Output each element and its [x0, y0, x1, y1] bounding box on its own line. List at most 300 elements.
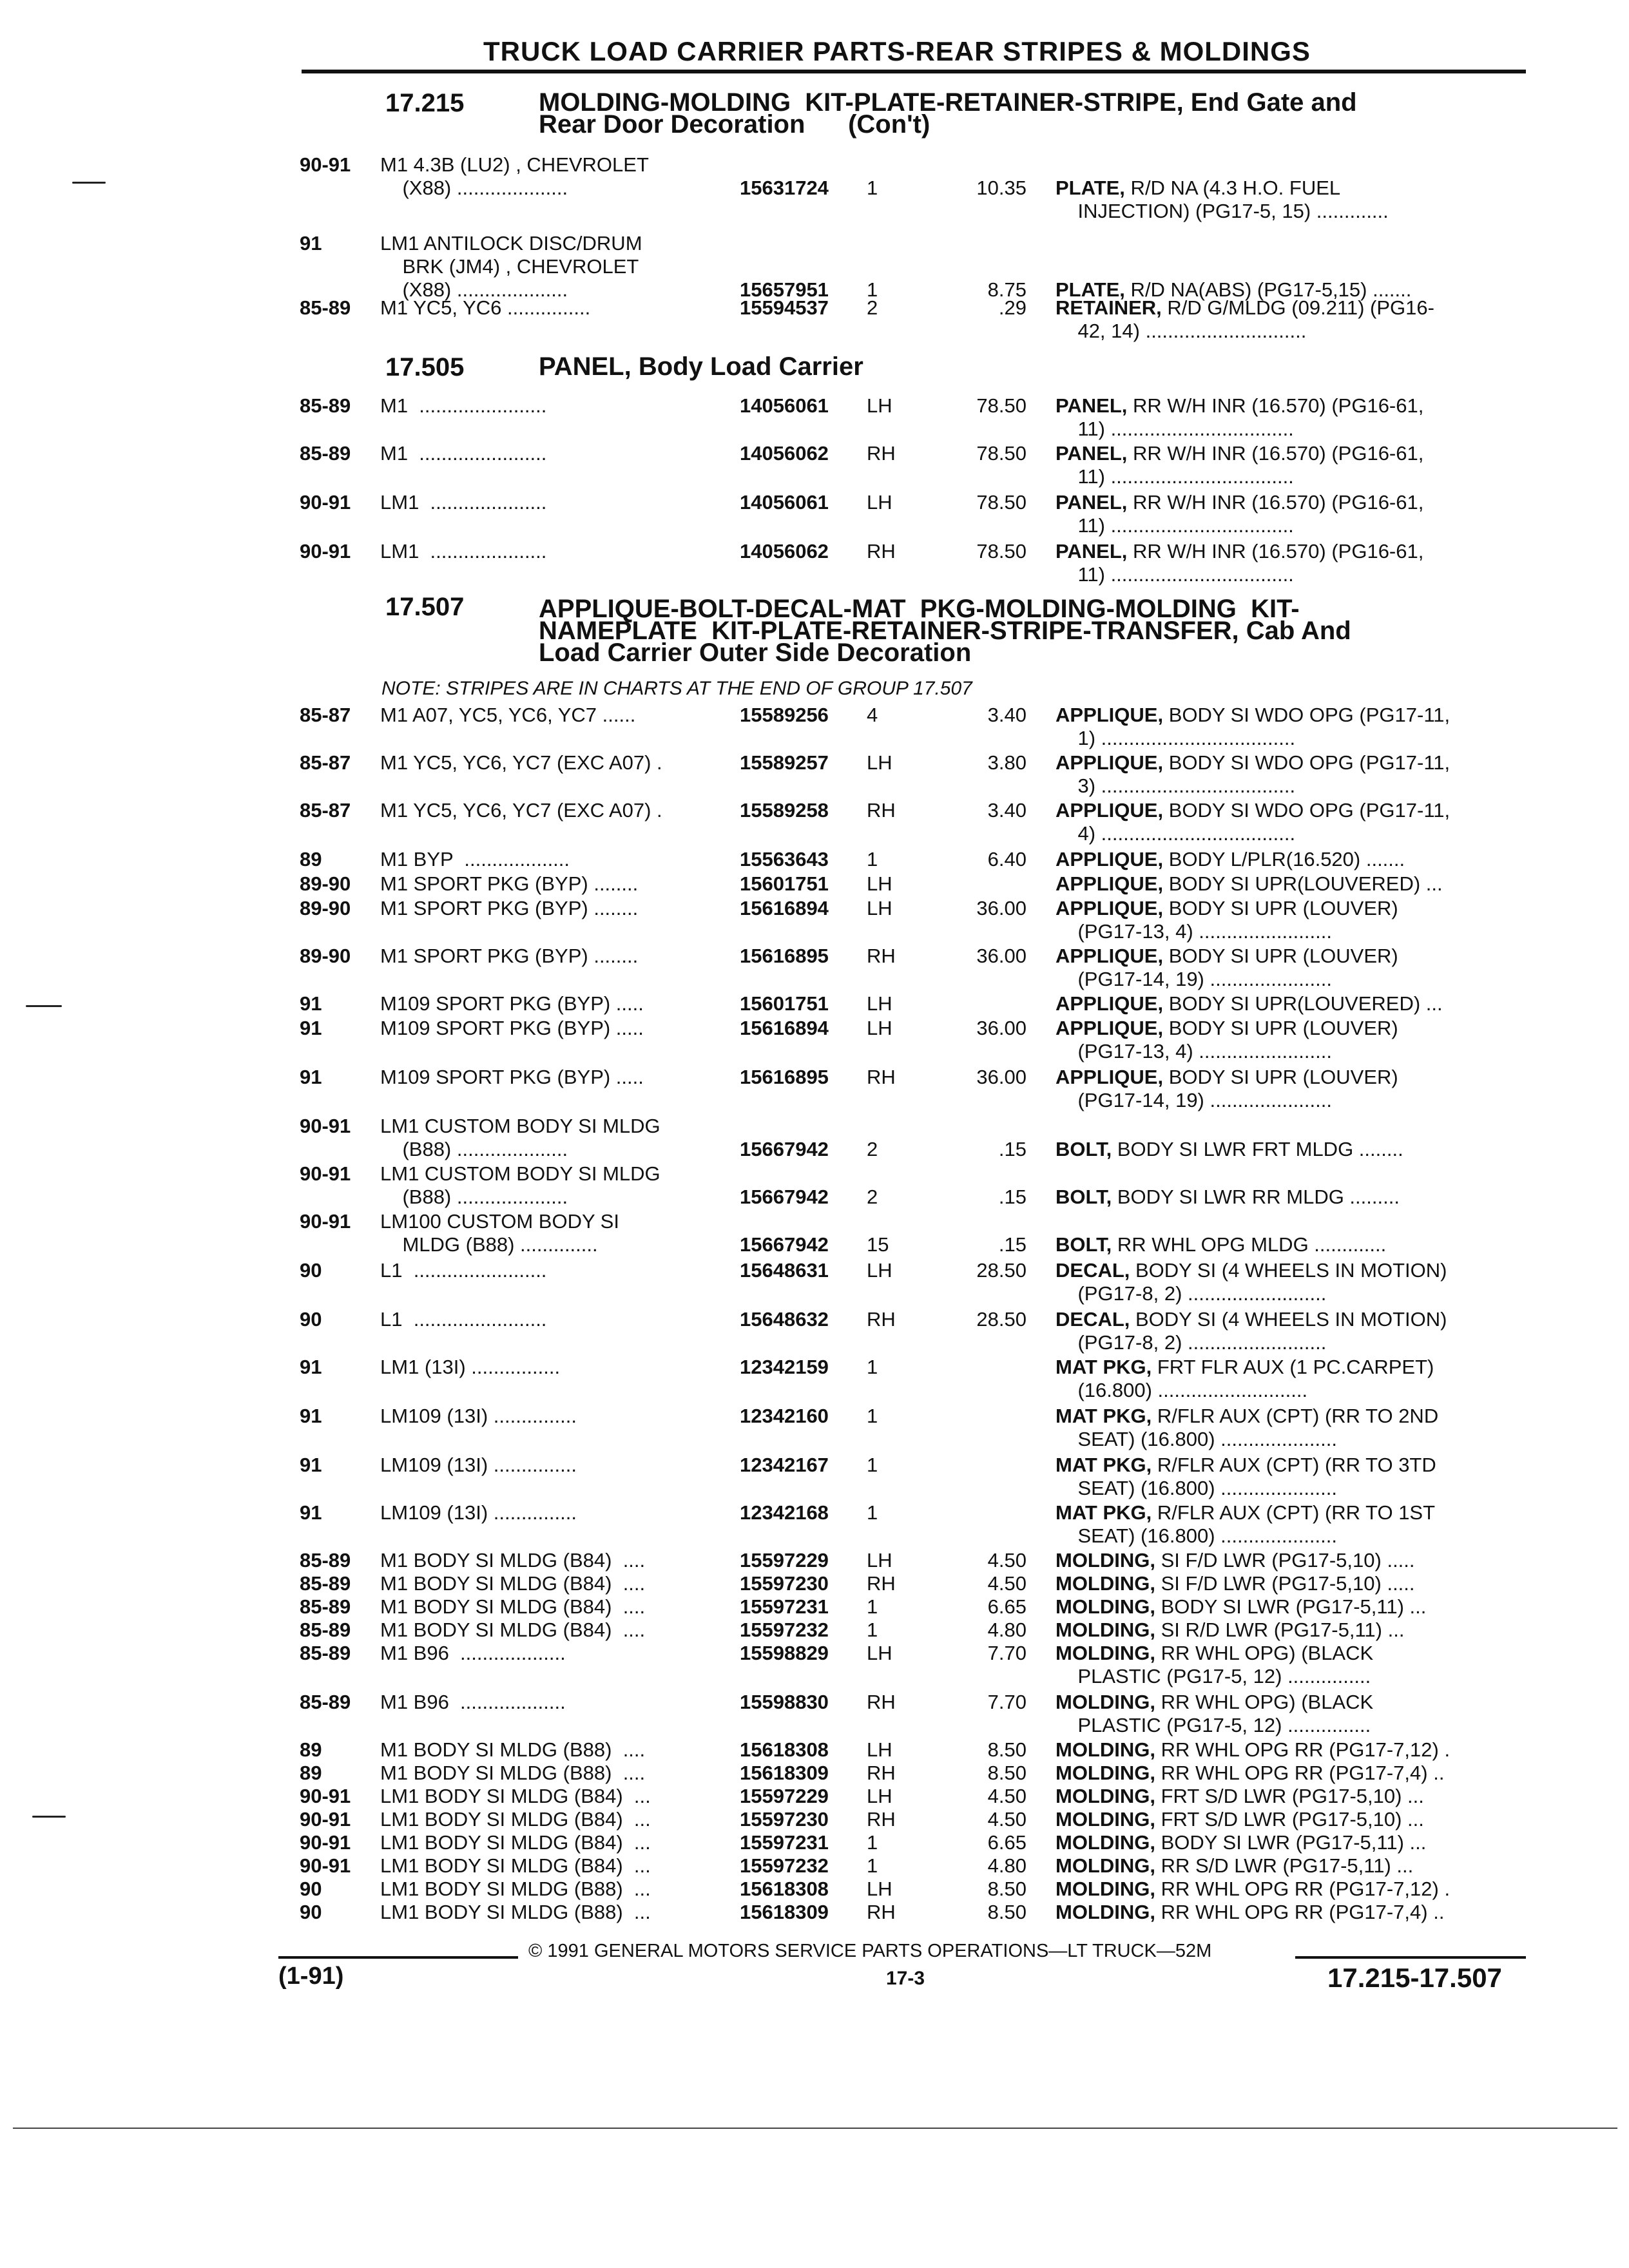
- model-code: M1 BODY SI MLDG (B84) ....: [380, 1549, 646, 1571]
- part-name: MAT PKG,: [1055, 1454, 1152, 1476]
- part-description: [1055, 1808, 1424, 1831]
- part-name: APPLIQUE,: [1055, 1066, 1164, 1088]
- model-code: M1 BYP ...................: [380, 848, 570, 870]
- part-number: 14056062: [740, 540, 829, 562]
- part-number: 15667942: [740, 1186, 829, 1208]
- model-year: 90-91: [300, 153, 351, 176]
- part-name: MOLDING,: [1055, 1854, 1155, 1877]
- part-number: 15618308: [740, 1738, 829, 1761]
- part-number: 15597229: [740, 1785, 829, 1807]
- part-number: 15597229: [740, 1549, 829, 1571]
- model-year: 85-87: [300, 799, 351, 822]
- section-title: PANEL, Body Load Carrier: [539, 352, 863, 381]
- model-code: M1 B96 ...................: [380, 1642, 566, 1664]
- part-description: [1055, 1405, 1438, 1451]
- price: 8.50: [987, 1878, 1027, 1900]
- part-name: PANEL,: [1055, 442, 1128, 465]
- model-year: 91: [300, 1356, 322, 1378]
- quantity: LH: [867, 1017, 892, 1039]
- part-detail: FRT FLR AUX (1 PC.CARPET) (16.800) ...........................: [1077, 1356, 1434, 1401]
- section-number: 17.215: [385, 89, 465, 117]
- part-description: [1055, 1762, 1444, 1785]
- model-year: 90-91: [300, 1162, 351, 1185]
- part-description: [1055, 1501, 1435, 1548]
- part-number: 12342160: [740, 1405, 829, 1427]
- part-name: PLATE,: [1055, 177, 1125, 199]
- part-detail: FRT S/D LWR (PG17-5,10) ...: [1155, 1785, 1424, 1807]
- part-name: MOLDING,: [1055, 1642, 1155, 1664]
- model-code: M1 4.3B (LU2) , CHEVROLET (X88) ....................: [380, 153, 649, 199]
- model-code: L1 ........................: [380, 1259, 547, 1282]
- model-year: 89-90: [300, 872, 351, 895]
- part-detail: FRT S/D LWR (PG17-5,10) ...: [1155, 1808, 1424, 1831]
- model-code: M1 YC5, YC6, YC7 (EXC A07) .: [380, 799, 662, 822]
- model-year: 85-89: [300, 1549, 351, 1571]
- margin-mark: [26, 1005, 62, 1007]
- part-detail: R/FLR AUX (CPT) (RR TO 3TD SEAT) (16.800) .....................: [1077, 1454, 1436, 1499]
- part-description: [1055, 1356, 1434, 1402]
- part-detail: RR W/H INR (16.570) (PG16-61, 11) .................................: [1077, 540, 1424, 586]
- part-number: 12342167: [740, 1454, 829, 1476]
- part-detail: BODY SI WDO OPG (PG17-11, 3) ...................................: [1077, 751, 1451, 797]
- part-number: 15618309: [740, 1901, 829, 1923]
- part-number: 15616894: [740, 1017, 829, 1039]
- part-detail: RR WHL OPG) (BLACK PLASTIC (PG17-5, 12) ...............: [1077, 1691, 1374, 1736]
- model-year: 91: [300, 1454, 322, 1476]
- part-number: 14056062: [740, 442, 829, 465]
- model-year: 90: [300, 1259, 322, 1282]
- part-name: MAT PKG,: [1055, 1501, 1152, 1524]
- model-year: 85-87: [300, 751, 351, 774]
- price: 4.50: [987, 1808, 1027, 1831]
- part-number: 15597230: [740, 1572, 829, 1595]
- price: .29: [998, 296, 1027, 319]
- part-name: MOLDING,: [1055, 1808, 1155, 1831]
- part-detail: RR W/H INR (16.570) (PG16-61, 11) .................................: [1077, 442, 1424, 488]
- quantity: 4: [867, 704, 878, 726]
- part-detail: BODY SI UPR(LOUVERED) ...: [1163, 992, 1443, 1015]
- part-description: [1055, 1572, 1415, 1595]
- part-description: [1055, 1259, 1447, 1305]
- part-number: 15594537: [740, 296, 829, 319]
- price: 4.50: [987, 1785, 1027, 1807]
- part-description: [1055, 799, 1450, 845]
- part-description: [1055, 1691, 1373, 1737]
- model-code: LM1 BODY SI MLDG (B84) ...: [380, 1808, 651, 1831]
- model-code: M1 SPORT PKG (BYP) ........: [380, 872, 639, 895]
- scan-edge-line: [13, 2128, 1617, 2129]
- model-code: LM1 (13I) ................: [380, 1356, 561, 1378]
- part-detail: RR WHL OPG RR (PG17-7,12) .: [1155, 1878, 1451, 1900]
- price: 36.00: [976, 1066, 1027, 1088]
- part-name: MOLDING,: [1055, 1831, 1155, 1854]
- model-code: M1 A07, YC5, YC6, YC7 ......: [380, 704, 636, 726]
- quantity: RH: [867, 1901, 896, 1923]
- part-detail: RR WHL OPG RR (PG17-7,4) ..: [1155, 1901, 1445, 1923]
- part-name: MOLDING,: [1055, 1901, 1155, 1923]
- part-number: 15597231: [740, 1831, 829, 1854]
- quantity: RH: [867, 1691, 896, 1713]
- part-detail: RR W/H INR (16.570) (PG16-61, 11) .................................: [1077, 394, 1424, 440]
- quantity: RH: [867, 799, 896, 822]
- copyright-text: © 1991 GENERAL MOTORS SERVICE PARTS OPERATIONS—LT TRUCK—52M: [528, 1941, 1212, 1961]
- quantity: RH: [867, 1762, 896, 1784]
- model-year: 91: [300, 232, 322, 255]
- quantity: RH: [867, 1572, 896, 1595]
- part-detail: RR S/D LWR (PG17-5,11) ...: [1155, 1854, 1414, 1877]
- part-detail: SI F/D LWR (PG17-5,10) .....: [1155, 1572, 1415, 1595]
- part-number: 15589257: [740, 751, 829, 774]
- part-description: [1055, 872, 1443, 896]
- model-code: LM1 BODY SI MLDG (B88) ...: [380, 1901, 651, 1923]
- part-number: 15597231: [740, 1595, 829, 1618]
- footer-rule-right: [1295, 1956, 1526, 1959]
- quantity: 2: [867, 1186, 878, 1208]
- price: 36.00: [976, 1017, 1027, 1039]
- model-year: 85-89: [300, 1691, 351, 1713]
- page-number: 17-3: [886, 1968, 925, 1989]
- model-code: M1 BODY SI MLDG (B84) ....: [380, 1572, 646, 1595]
- part-detail: RR WHL OPG) (BLACK PLASTIC (PG17-5, 12) ...............: [1077, 1642, 1374, 1687]
- model-code: M1 BODY SI MLDG (B84) ....: [380, 1619, 646, 1641]
- model-code: M1 BODY SI MLDG (B88) ....: [380, 1738, 646, 1761]
- part-description: [1055, 1017, 1398, 1063]
- quantity: 2: [867, 1138, 878, 1160]
- part-detail: BODY SI LWR RR MLDG .........: [1112, 1186, 1400, 1208]
- model-year: 89-90: [300, 945, 351, 967]
- model-code: LM1 BODY SI MLDG (B84) ...: [380, 1831, 651, 1854]
- part-number: 15597232: [740, 1854, 829, 1877]
- part-number: 15667942: [740, 1138, 829, 1160]
- part-description: [1055, 1642, 1373, 1688]
- quantity: 1: [867, 1619, 878, 1641]
- part-detail: R/FLR AUX (CPT) (RR TO 1ST SEAT) (16.800) .....................: [1077, 1501, 1436, 1547]
- margin-mark: [32, 1816, 66, 1818]
- part-detail: BODY SI WDO OPG (PG17-11, 4) ...................................: [1077, 799, 1451, 845]
- quantity: RH: [867, 1066, 896, 1088]
- part-detail: R/D NA (4.3 H.O. FUEL INJECTION) (PG17-5, 15) .............: [1077, 177, 1389, 222]
- model-year: 91: [300, 1017, 322, 1039]
- part-number: 15657951: [740, 278, 829, 301]
- model-code: LM1 BODY SI MLDG (B88) ...: [380, 1878, 651, 1900]
- quantity: LH: [867, 491, 892, 514]
- quantity: LH: [867, 1738, 892, 1761]
- part-number: 15618308: [740, 1878, 829, 1900]
- page-title: TRUCK LOAD CARRIER PARTS-REAR STRIPES & MOLDINGS: [483, 36, 1311, 66]
- model-code: LM1 CUSTOM BODY SI MLDG (B88) ....................: [380, 1115, 660, 1160]
- model-year: 91: [300, 992, 322, 1015]
- quantity: RH: [867, 1808, 896, 1831]
- part-detail: RR WHL OPG RR (PG17-7,4) ..: [1155, 1762, 1445, 1784]
- part-detail: R/D NA(ABS) (PG17-5,15) .......: [1124, 278, 1412, 301]
- quantity: 1: [867, 1356, 878, 1378]
- part-description: [1055, 491, 1423, 537]
- part-number: 15601751: [740, 872, 829, 895]
- price: 10.35: [976, 177, 1027, 199]
- model-year: 85-89: [300, 1595, 351, 1618]
- model-year: 91: [300, 1066, 322, 1088]
- quantity: LH: [867, 1785, 892, 1807]
- price: 8.75: [987, 278, 1027, 301]
- footer-rule-left: [278, 1956, 518, 1959]
- part-name: MOLDING,: [1055, 1785, 1155, 1807]
- price: 78.50: [976, 491, 1027, 514]
- part-name: MOLDING,: [1055, 1572, 1155, 1595]
- model-year: 85-87: [300, 704, 351, 726]
- part-name: APPLIQUE,: [1055, 992, 1164, 1015]
- section-title: APPLIQUE-BOLT-DECAL-MAT PKG-MOLDING-MOLDING KIT- NAMEPLATE KIT-PLATE-RETAINER-STRIPE-TRANSFER, Cab And Load Carrier Outer Side Decoration: [539, 595, 1351, 667]
- part-description: [1055, 1785, 1424, 1808]
- part-number: 15667942: [740, 1233, 829, 1256]
- part-detail: BODY SI UPR(LOUVERED) ...: [1163, 872, 1443, 895]
- part-number: 14056061: [740, 491, 829, 514]
- model-year: 85-89: [300, 1572, 351, 1595]
- price: .15: [998, 1138, 1027, 1160]
- part-description: [1055, 945, 1398, 991]
- model-year: 89: [300, 848, 322, 870]
- quantity: RH: [867, 945, 896, 967]
- model-code: LM1 .....................: [380, 540, 547, 562]
- quantity: 1: [867, 1854, 878, 1877]
- part-name: MOLDING,: [1055, 1619, 1155, 1641]
- quantity: LH: [867, 394, 892, 417]
- price: 28.50: [976, 1308, 1027, 1331]
- price: 7.70: [987, 1691, 1027, 1713]
- model-year: 85-89: [300, 1619, 351, 1641]
- price: 6.65: [987, 1831, 1027, 1854]
- model-code: M109 SPORT PKG (BYP) .....: [380, 1066, 644, 1088]
- price: 36.00: [976, 897, 1027, 919]
- part-description: [1055, 394, 1423, 441]
- part-name: MOLDING,: [1055, 1691, 1155, 1713]
- quantity: LH: [867, 1259, 892, 1282]
- model-code: M1 .......................: [380, 394, 547, 417]
- part-detail: BODY SI (4 WHEELS IN MOTION) (PG17-8, 2) .........................: [1077, 1259, 1447, 1305]
- part-detail: BODY SI LWR (PG17-5,11) ...: [1155, 1595, 1427, 1618]
- price: 6.40: [987, 848, 1027, 870]
- price: 78.50: [976, 442, 1027, 465]
- part-number: 14056061: [740, 394, 829, 417]
- model-year: 85-89: [300, 296, 351, 319]
- part-description: [1055, 1854, 1413, 1878]
- part-number: 15618309: [740, 1762, 829, 1784]
- part-detail: BODY SI (4 WHEELS IN MOTION) (PG17-8, 2) .........................: [1077, 1308, 1447, 1354]
- model-code: LM1 .....................: [380, 491, 547, 514]
- section-number: 17.505: [385, 353, 465, 381]
- part-name: MOLDING,: [1055, 1595, 1155, 1618]
- model-year: 90: [300, 1901, 322, 1923]
- part-name: APPLIQUE,: [1055, 704, 1164, 726]
- part-detail: RR WHL OPG MLDG .............: [1112, 1233, 1387, 1256]
- part-description: [1055, 1619, 1404, 1642]
- quantity: LH: [867, 1878, 892, 1900]
- model-year: 90: [300, 1878, 322, 1900]
- model-year: 85-89: [300, 1642, 351, 1664]
- part-number: 15597232: [740, 1619, 829, 1641]
- part-description: [1055, 1738, 1450, 1762]
- part-description: [1055, 1454, 1436, 1500]
- part-description: [1055, 540, 1423, 586]
- model-year: 90: [300, 1308, 322, 1331]
- model-year: 89: [300, 1762, 322, 1784]
- price: 78.50: [976, 540, 1027, 562]
- title-rule: [302, 70, 1526, 73]
- part-description: [1055, 442, 1423, 488]
- model-code: M1 YC5, YC6 ...............: [380, 296, 591, 319]
- quantity: 1: [867, 177, 878, 199]
- part-detail: BODY SI UPR (LOUVER) (PG17-14, 19) ......................: [1077, 945, 1398, 990]
- model-code: M109 SPORT PKG (BYP) .....: [380, 992, 644, 1015]
- model-year: 90-91: [300, 1808, 351, 1831]
- part-detail: BODY SI UPR (LOUVER) (PG17-13, 4) ........................: [1077, 897, 1398, 943]
- model-code: LM1 BODY SI MLDG (B84) ...: [380, 1785, 651, 1807]
- model-code: M1 .......................: [380, 442, 547, 465]
- part-name: MOLDING,: [1055, 1549, 1155, 1571]
- part-name: APPLIQUE,: [1055, 897, 1164, 919]
- part-name: BOLT,: [1055, 1186, 1112, 1208]
- model-code: M1 SPORT PKG (BYP) ........: [380, 897, 639, 919]
- price: 28.50: [976, 1259, 1027, 1282]
- model-code: LM1 ANTILOCK DISC/DRUM BRK (JM4) , CHEVROLET (X88) ....................: [380, 232, 642, 301]
- part-name: MOLDING,: [1055, 1738, 1155, 1761]
- part-number: 15589258: [740, 799, 829, 822]
- quantity: LH: [867, 751, 892, 774]
- part-description: [1055, 1186, 1400, 1209]
- part-name: MAT PKG,: [1055, 1405, 1152, 1427]
- model-year: 85-89: [300, 394, 351, 417]
- quantity: LH: [867, 992, 892, 1015]
- part-name: RETAINER,: [1055, 296, 1162, 319]
- quantity: RH: [867, 540, 896, 562]
- part-number: 15648631: [740, 1259, 829, 1282]
- price: 8.50: [987, 1762, 1027, 1784]
- section-title: MOLDING-MOLDING KIT-PLATE-RETAINER-STRIPE, End Gate and Rear Door Decoration (Con't): [539, 88, 1357, 139]
- price: .15: [998, 1186, 1027, 1208]
- model-code: LM1 CUSTOM BODY SI MLDG (B88) ....................: [380, 1162, 660, 1208]
- part-number: 15598829: [740, 1642, 829, 1664]
- part-detail: RR WHL OPG RR (PG17-7,12) .: [1155, 1738, 1451, 1761]
- part-description: [1055, 1595, 1426, 1619]
- model-year: 90-91: [300, 491, 351, 514]
- part-description: [1055, 1308, 1447, 1354]
- model-code: M1 SPORT PKG (BYP) ........: [380, 945, 639, 967]
- model-year: 89: [300, 1738, 322, 1761]
- part-name: PANEL,: [1055, 491, 1128, 514]
- quantity: 2: [867, 296, 878, 319]
- model-code: LM109 (13I) ...............: [380, 1405, 577, 1427]
- part-number: 15597230: [740, 1808, 829, 1831]
- part-description: [1055, 1138, 1403, 1161]
- part-description: [1055, 296, 1434, 343]
- price: 4.50: [987, 1549, 1027, 1571]
- part-description: [1055, 1066, 1398, 1112]
- quantity: 1: [867, 1831, 878, 1854]
- part-number: 12342159: [740, 1356, 829, 1378]
- quantity: LH: [867, 872, 892, 895]
- quantity: 1: [867, 848, 878, 870]
- part-detail: BODY SI UPR (LOUVER) (PG17-14, 19) ......................: [1077, 1066, 1398, 1111]
- part-name: APPLIQUE,: [1055, 799, 1164, 822]
- model-code: LM109 (13I) ...............: [380, 1501, 577, 1524]
- price: 3.80: [987, 751, 1027, 774]
- price: 8.50: [987, 1901, 1027, 1923]
- part-detail: R/D G/MLDG (09.211) (PG16- 42, 14) .............................: [1077, 296, 1434, 342]
- part-number: 12342168: [740, 1501, 829, 1524]
- part-name: APPLIQUE,: [1055, 872, 1164, 895]
- part-number: 15589256: [740, 704, 829, 726]
- quantity: 1: [867, 1595, 878, 1618]
- model-year: 90-91: [300, 1210, 351, 1233]
- part-detail: BODY SI UPR (LOUVER) (PG17-13, 4) ........................: [1077, 1017, 1398, 1062]
- quantity: 1: [867, 1501, 878, 1524]
- part-description: [1055, 1831, 1426, 1854]
- part-number: 15648632: [740, 1308, 829, 1331]
- part-detail: BODY L/PLR(16.520) .......: [1163, 848, 1405, 870]
- price: 7.70: [987, 1642, 1027, 1664]
- quantity: RH: [867, 1308, 896, 1331]
- part-detail: BODY SI WDO OPG (PG17-11, 1) ...................................: [1077, 704, 1451, 749]
- part-name: PLATE,: [1055, 278, 1125, 301]
- model-code: M1 BODY SI MLDG (B88) ....: [380, 1762, 646, 1784]
- model-year: 91: [300, 1405, 322, 1427]
- part-number: 15616894: [740, 897, 829, 919]
- part-detail: BODY SI LWR FRT MLDG ........: [1112, 1138, 1403, 1160]
- model-code: LM1 BODY SI MLDG (B84) ...: [380, 1854, 651, 1877]
- quantity: 15: [867, 1233, 889, 1256]
- part-detail: R/FLR AUX (CPT) (RR TO 2ND SEAT) (16.800) .....................: [1077, 1405, 1439, 1450]
- quantity: 1: [867, 1405, 878, 1427]
- model-code: M1 B96 ...................: [380, 1691, 566, 1713]
- part-name: BOLT,: [1055, 1138, 1112, 1160]
- part-description: [1055, 1549, 1415, 1572]
- model-year: 85-89: [300, 442, 351, 465]
- part-description: [1055, 1878, 1450, 1901]
- part-detail: SI F/D LWR (PG17-5,10) .....: [1155, 1549, 1415, 1571]
- model-year: 89-90: [300, 897, 351, 919]
- part-detail: BODY SI LWR (PG17-5,11) ...: [1155, 1831, 1427, 1854]
- price: 6.65: [987, 1595, 1027, 1618]
- part-description: [1055, 177, 1389, 223]
- part-description: [1055, 751, 1450, 798]
- quantity: LH: [867, 1549, 892, 1571]
- part-number: 15616895: [740, 1066, 829, 1088]
- part-description: [1055, 1233, 1386, 1256]
- price: 8.50: [987, 1738, 1027, 1761]
- part-detail: RR W/H INR (16.570) (PG16-61, 11) .................................: [1077, 491, 1424, 537]
- part-number: 15563643: [740, 848, 829, 870]
- part-description: [1055, 704, 1450, 750]
- part-name: APPLIQUE,: [1055, 848, 1164, 870]
- part-description: [1055, 992, 1443, 1015]
- part-name: MAT PKG,: [1055, 1356, 1152, 1378]
- quantity: LH: [867, 1642, 892, 1664]
- model-year: 90-91: [300, 540, 351, 562]
- price: .15: [998, 1233, 1027, 1256]
- revision-date: (1-91): [278, 1963, 344, 1990]
- model-year: 90-91: [300, 1854, 351, 1877]
- part-description: [1055, 1901, 1444, 1924]
- price: 36.00: [976, 945, 1027, 967]
- part-name: PANEL,: [1055, 540, 1128, 562]
- part-name: DECAL,: [1055, 1259, 1130, 1282]
- price: 4.50: [987, 1572, 1027, 1595]
- model-code: M1 BODY SI MLDG (B84) ....: [380, 1595, 646, 1618]
- price: 78.50: [976, 394, 1027, 417]
- model-year: 90-91: [300, 1115, 351, 1137]
- part-name: BOLT,: [1055, 1233, 1112, 1256]
- part-name: PANEL,: [1055, 394, 1128, 417]
- model-code: LM100 CUSTOM BODY SI MLDG (B88) ..............: [380, 1210, 619, 1256]
